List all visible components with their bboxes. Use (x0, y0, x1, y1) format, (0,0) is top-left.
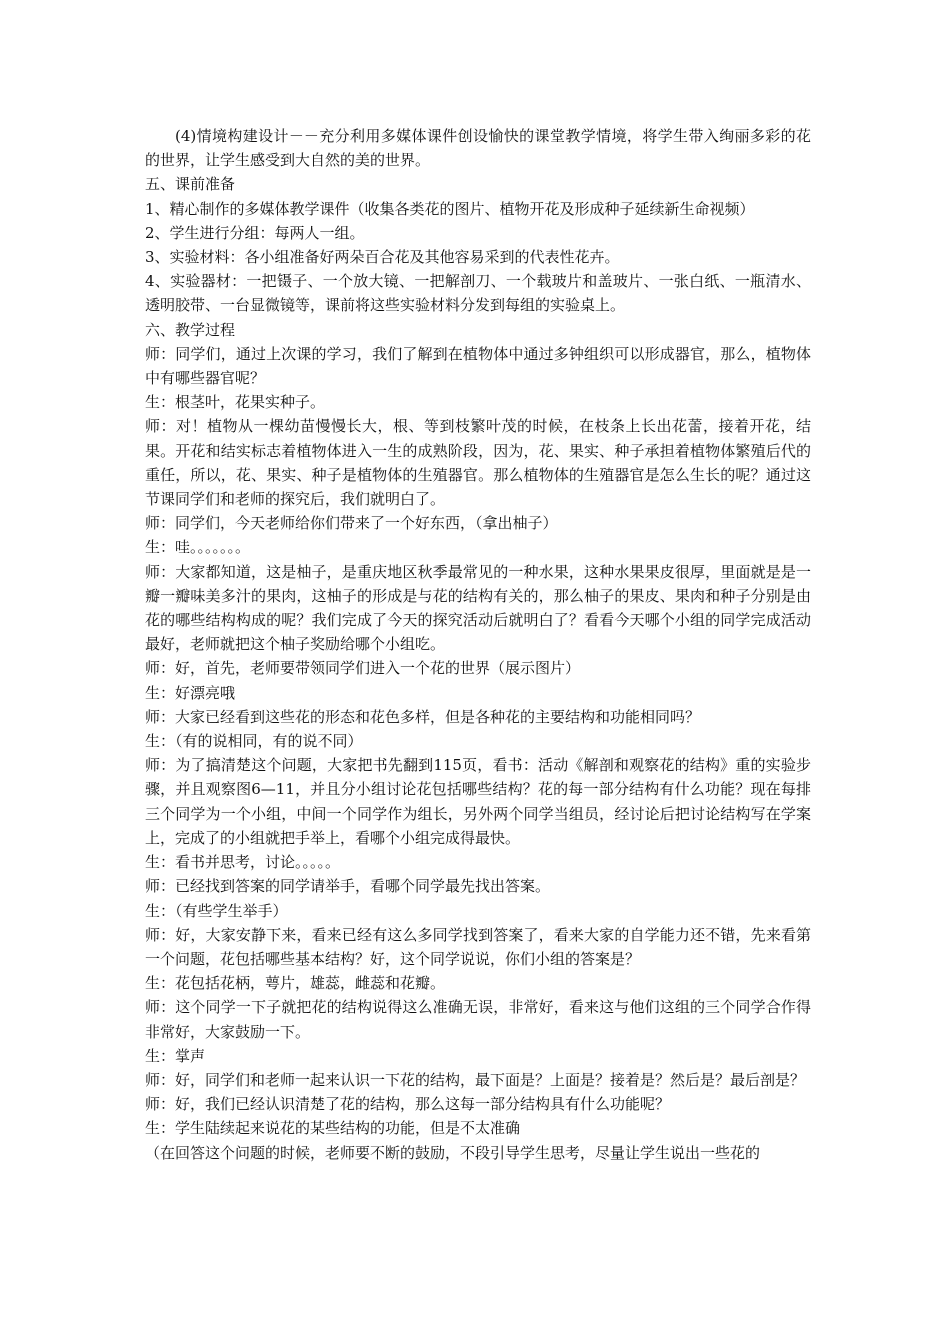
dialogue-line: 师：已经找到答案的同学请举手，看哪个同学最先找出答案。 (145, 877, 551, 896)
dialogue-line: 生：掌声 (145, 1046, 206, 1065)
dialogue-line: 师：大家都知道，这是柚子，是重庆地区秋季最常见的一种水果，这种水果果皮很厚，里面就是是一瓣一瓣味美多汁的果肉，这柚子的形成是与花的结构有关的，那么柚子的果皮、果肉和种子分别是由花的哪些结构构成的呢？我们完成了今天的探究活动后就明白了？看看今天哪个小组的同学完成活动最好，老师就把这个柚子奖励给哪个小组吃。 (145, 562, 811, 654)
paragraph-situation-design: (4)情境构建设计－－充分利用多媒体课件创设愉快的课堂教学情境，将学生带入绚丽多彩的花的世界，让学生感受到大自然的美的世界。 (145, 127, 811, 170)
dialogue-line: 师：好，大家安静下来，看来已经有这么多同学找到答案了，看来大家的自学能力还不错，先来看第一个问题，花包括哪些基本结构？好，这个同学说说，你们小组的答案是？ (145, 925, 811, 968)
dialogue-line: 师：为了搞清楚这个问题，大家把书先翻到115页，看书：活动《解剖和观察花的结构》重的实验步骤，并且观察图6—11，并且分小组讨论花包括哪些结构？花的每一部分结构有什么功能？现在每排三个同学为一个小组，中间一个同学作为组长，另外两个同学当组员，经讨论后把讨论结构写在学案上，完成了的小组就把手举上，看哪个小组完成得最快。 (145, 756, 811, 847)
dialogue-line: 生：（有的说相同，有的说不同） (145, 732, 363, 751)
dialogue-line: 生：（有些学生举手） (145, 901, 288, 920)
dialogue-line: 师：大家已经看到这些花的形态和花色多样，但是各种花的主要结构和功能相同吗？ (145, 707, 701, 726)
dialogue-line: 师：好，首先，老师要带领同学们进入一个花的世界（展示图片） (145, 659, 581, 678)
dialogue-line: （在回答这个问题的时候，老师要不断的鼓励，不段引导学生思考，尽量让学生说出一些花的 (145, 1143, 761, 1162)
dialogue-line: 师：对！植物从一棵幼苗慢慢长大，根、等到枝繁叶茂的时候，在枝条上长出花蕾，接着开花，结果。开花和结实标志着植物体进入一生的成熟阶段，因为，花、果实、种子承担着植物体繁殖后代的重任，所以，花、果实、种子是植物体的生殖器官。那么植物体的生殖器官是怎么生长的呢？通过这节课同学们和老师的探究后，我们就明白了。 (145, 417, 811, 509)
dialogue-line: 师：这个同学一下子就把花的结构说得这么准确无误，非常好，看来这与他们这组的三个同学合作得非常好，大家鼓励一下。 (145, 998, 811, 1041)
list-item-equipment: 4、实验器材：一把镊子、一个放大镜、一把解剖刀、一个载玻片和盖玻片、一张白纸、一瓶清水、透明胶带、一台显微镜等，课前将这些实验材料分发到每组的实验桌上。 (145, 272, 811, 315)
dialogue-line: 生：哇。。。。。。。 (145, 538, 251, 557)
dialogue-line: 生：看书并思考，讨论。。。。。 (145, 853, 341, 872)
dialogue-line: 生：花包括花柄，萼片，雄蕊，雌蕊和花瓣。 (145, 974, 446, 993)
dialogue-line: 生：根茎叶，花果实种子。 (145, 393, 326, 412)
dialogue-line: 师：同学们，通过上次课的学习，我们了解到在植物体中通过多钟组织可以形成器官，那么，植物体中有哪些器官呢？ (145, 344, 811, 388)
section-heading-process: 六、教学过程 (145, 320, 236, 339)
dialogue-line: 师：好，我们已经认识清楚了花的结构，那么这每一部分结构具有什么功能呢？ (145, 1095, 671, 1114)
list-item-grouping: 2、学生进行分组：每两人一组。 (145, 223, 365, 242)
dialogue-line: 生：好漂亮哦 (145, 683, 236, 702)
section-heading-preparation: 五、课前准备 (145, 175, 236, 194)
dialogue-line: 师：同学们，今天老师给你们带来了一个好东西，（拿出柚子） (145, 514, 558, 533)
document-body (145, 124, 811, 1165)
list-item-materials: 3、实验材料：各小组准备好两朵百合花及其他容易采到的代表性花卉。 (145, 248, 620, 267)
dialogue-line: 生：学生陆续起来说花的某些结构的功能，但是不太准确 (145, 1119, 521, 1138)
list-item-courseware: 1、精心制作的多媒体教学课件（收集各类花的图片、植物开花及形成种子延续新生命视频） (145, 199, 755, 218)
dialogue-line: 师：好，同学们和老师一起来认识一下花的结构，最下面是？上面是？接着是？然后是？最后剖是？ (145, 1070, 806, 1089)
